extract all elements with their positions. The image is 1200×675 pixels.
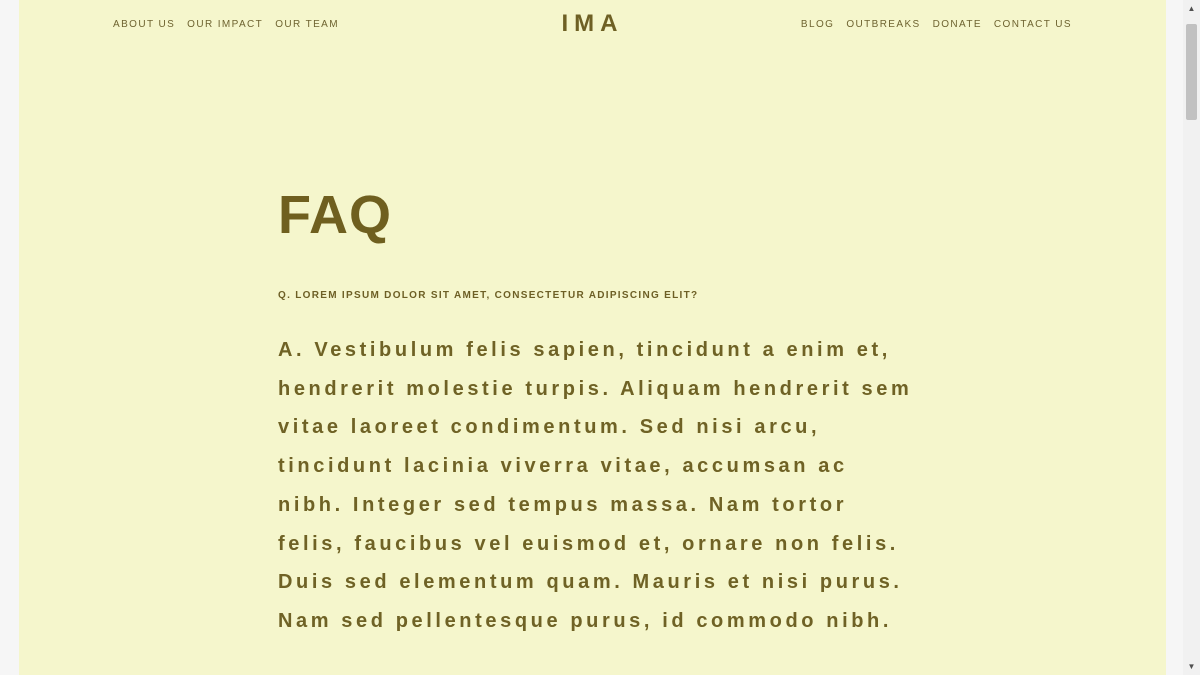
vertical-scrollbar[interactable] [1183,0,1200,675]
nav-link-donate[interactable]: DONATE [932,19,982,30]
faq-answer: A. Vestibulum felis sapien, tincidunt a enim et, hendrerit molestie turpis. Aliquam hendrerit sem vitae laoreet condimentum. Sed nisi arcu, tincidunt lacinia viverra vitae, accumsan ac nibh. Integer sed tempus massa. Nam tortor felis, faucibus vel euismod et, ornare non felis. Duis sed elementum quam. Mauris et nisi purus. Nam sed pellentesque purus, id commodo nibh. [278,339,913,632]
nav-right-group [801,19,1072,30]
chevron-up-icon[interactable]: ▲ [1187,4,1196,13]
nav-link-our-impact[interactable]: OUR IMPACT [187,19,264,30]
nav-link-blog[interactable]: BLOG [800,19,835,30]
scrollbar-thumb[interactable] [1186,24,1197,120]
top-navigation [19,0,1166,52]
site-logo[interactable]: IMA [561,10,624,37]
page-title: FAQ [278,185,393,245]
nav-link-contact-us[interactable]: CONTACT US [993,19,1072,30]
chevron-down-icon[interactable]: ▼ [1187,662,1196,671]
nav-link-outbreaks[interactable]: OUTBREAKS [846,19,921,30]
page [19,0,1166,675]
faq-question: Q. LOREM IPSUM DOLOR SIT AMET, CONSECTETUR ADIPISCING ELIT? [278,290,699,301]
nav-link-our-team[interactable]: OUR TEAM [275,19,339,30]
nav-link-about-us[interactable]: ABOUT US [113,19,176,30]
faq-content [278,180,918,641]
